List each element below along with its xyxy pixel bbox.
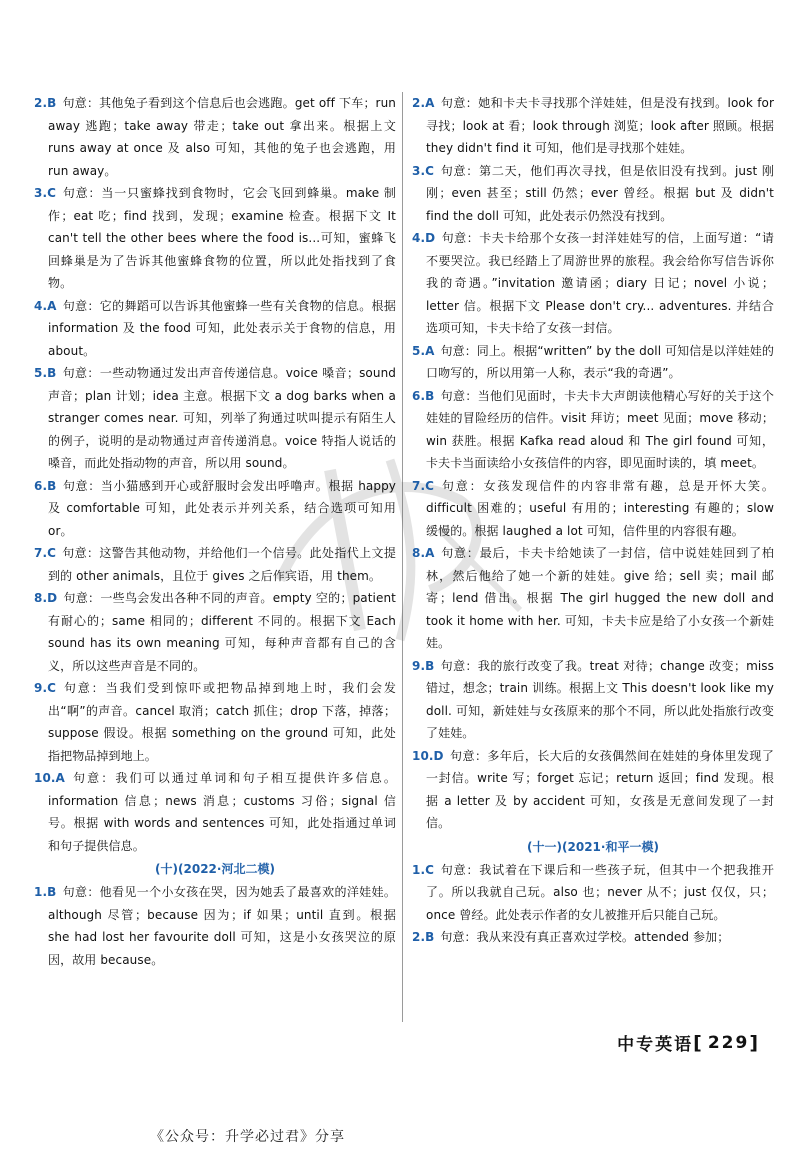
- answer-number: 3.C: [34, 186, 57, 200]
- answer-item: [34, 362, 396, 475]
- answer-number: 10.A: [34, 771, 65, 785]
- answer-number: 5.B: [34, 366, 57, 380]
- answer-item: [412, 227, 774, 340]
- answer-item: [34, 92, 396, 182]
- section-heading-10: (十)(2022·河北二模): [155, 862, 275, 876]
- page-number: 229: [707, 1032, 750, 1053]
- answer-explanation: 句意：我的旅行改变了我。treat 对待；change 改变；miss 错过，想念；train 训练。根据上文 This doesn't look like my doll. 可知，新娃娃与女孩原来的那个不同，所以此处指旅行改变了娃娃。: [426, 658, 774, 740]
- share-credit: 《公众号：升学必过君》分享: [150, 1129, 345, 1145]
- answer-explanation: 句意：第二天，他们再次寻找，但是依旧没有找到。just 刚刚；even 甚至；still 仍然；ever 曾经。根据 but 及 didn't find the doll 可知，此处表示仍然没有找到。: [426, 163, 774, 223]
- answer-number: 2.B: [34, 96, 57, 110]
- answer-explanation: 句意：当一只蜜蜂找到食物时，它会飞回到蜂巢。make 制作；eat 吃；find 找到，发现；examine 检查。根据下文 It can't tell the other bees where the food is...可知，蜜蜂飞回蜂巢是为了告诉其他蜜蜂食物的位置，所以此处指找到了食物。: [48, 186, 396, 290]
- answer-number: 4.A: [34, 298, 57, 313]
- left-column: [34, 92, 396, 971]
- answer-item: [34, 767, 396, 857]
- answer-explanation: 句意：女孩发现信件的内容非常有趣，总是开怀大笑。difficult 困难的；useful 有用的；interesting 有趣的；slow 缓慢的。根据 laughed a lot 可知，信件里的内容很有趣。: [426, 478, 774, 538]
- answer-number: 8.D: [34, 591, 58, 605]
- right-column: [412, 92, 774, 949]
- answer-number: 8.A: [412, 546, 435, 560]
- left-answer-list: [34, 92, 396, 857]
- answer-number: 3.C: [412, 163, 435, 178]
- answer-explanation: 句意：卡夫卡给那个女孩一封洋娃娃写的信，上面写道：“请不要哭泣。我已经踏上了周游世界的旅程。我会给你写信告诉你我的奇遇。”invitation 邀请函；diary 日记；novel 小说；letter 信。根据下文 Please don't cry... adventures. 并结合选项可知，卡夫卡给了女孩一封信。: [426, 231, 774, 335]
- answer-item: [412, 385, 774, 475]
- page-number-bracket-open: [: [693, 1031, 704, 1054]
- answer-number: 5.A: [412, 343, 435, 358]
- answer-explanation: 句意：一些鸟会发出各种不同的声音。empty 空的；patient 有耐心的；same 相同的；different 不同的。根据下文 Each sound has its own meaning 可知，每种声音都有自己的含义，所以这些声音是不同的。: [48, 591, 396, 673]
- answer-item: [412, 926, 774, 949]
- footer-brand: [617, 1030, 760, 1055]
- answer-item: [412, 92, 774, 160]
- page-number-bracket-close: ]: [749, 1031, 760, 1054]
- brand-title: 中专英语: [617, 1035, 694, 1055]
- answer-number: 1.C: [412, 862, 435, 877]
- answer-item: [34, 475, 396, 543]
- answer-explanation: 句意：同上。根据“written” by the doll 可知信是以洋娃娃的口吻写的，所以用第一人称，表示“我的奇遇”。: [426, 343, 774, 380]
- right-answer-list: [412, 92, 774, 835]
- answer-explanation: 句意：我们可以通过单词和句子相互提供许多信息。information 信息；news 消息；customs 习俗；signal 信号。根据 with words and sentences 可知，此处指通过单词和句子提供信息。: [48, 771, 396, 853]
- answer-item: [34, 542, 396, 587]
- answer-number: 4.D: [412, 231, 436, 245]
- answer-explanation: 句意：我从来没有真正喜欢过学校。attended 参加；: [440, 930, 730, 944]
- section-heading-11: (十一)(2021·和平一模): [527, 839, 659, 854]
- answer-number: 6.B: [34, 478, 57, 493]
- answer-number: 7.C: [34, 546, 57, 560]
- answer-explanation: 句意：她和卡夫卡寻找那个洋娃娃，但是没有找到。look for 寻找；look at 看；look through 浏览；look after 照顾。根据 they didn't find it 可知，他们是寻找那个娃娃。: [426, 96, 774, 155]
- answer-explanation: 句意：这警告其他动物，并给他们一个信号。此处指代上文提到的 other animals，且位于 gives 之后作宾语，用 them。: [48, 546, 396, 583]
- answer-explanation: 句意：一些动物通过发出声音传递信息。voice 嗓音；sound 声音；plan 计划；idea 主意。根据下文 a dog barks when a stranger comes near. 可知，列举了狗通过吠叫提示有陌生人的例子，说明的是动物通过声音传递消息。voice 特指人说话的嗓音，而此处指动物的声音，所以用 sound。: [48, 366, 396, 470]
- answer-number: 7.C: [412, 478, 435, 493]
- section-10-answer-list: [34, 881, 396, 971]
- answer-explanation: 句意：其他兔子看到这个信息后也会逃跑。get off 下车；run away 逃跑；take away 带走；take out 拿出来。根据上文 runs away at once 及 also 可知，其他的兔子也会逃跑，用 run away。: [48, 96, 396, 178]
- answer-item: [412, 542, 774, 655]
- answer-item: [412, 745, 774, 835]
- answer-number: 9.B: [412, 658, 435, 673]
- answer-item: [412, 160, 774, 228]
- answer-explanation: 句意：我试着在下课后和一些孩子玩，但其中一个把我推开了。所以我就自己玩。also 也；never 从不；just 仅仅，只；once 曾经。此处表示作者的女儿被推开后只能自己玩。: [426, 862, 774, 922]
- answer-explanation: 句意：多年后，长大后的女孩偶然间在娃娃的身体里发现了一封信。write 写；forget 忘记；return 返回；find 发现。根据 a letter 及 by accident 可知，女孩是无意间发现了一封信。: [426, 748, 774, 830]
- answer-number: 10.D: [412, 748, 444, 763]
- answer-item: [412, 655, 774, 745]
- answer-item: [412, 475, 774, 543]
- answer-number: 6.B: [412, 388, 435, 403]
- answer-number: 9.C: [34, 681, 57, 695]
- answer-number: 2.B: [412, 930, 435, 944]
- answer-item: [34, 587, 396, 677]
- answer-item: [34, 677, 396, 767]
- answer-explanation: 句意：它的舞蹈可以告诉其他蜜蜂一些有关食物的信息。根据 information 及 the food 可知，此处表示关于食物的信息，用 about。: [48, 298, 396, 358]
- answer-item: [412, 340, 774, 385]
- answer-item: [412, 859, 774, 927]
- answer-number: 1.B: [34, 885, 57, 899]
- answer-item: [34, 881, 396, 971]
- answer-explanation: 句意：当他们见面时，卡夫卡大声朗读他精心写好的关于这个娃娃的冒险经历的信件。visit 拜访；meet 见面；move 移动；win 获胜。根据 Kafka read aloud 和 The girl found 可知，卡夫卡当面读给小女孩信件的内容，即见面时读的，填 meet。: [426, 388, 774, 470]
- section-11-answer-list: [412, 859, 774, 949]
- answer-explanation: 句意：最后，卡夫卡给她读了一封信，信中说娃娃回到了柏林，然后他给了她一个新的娃娃。give 给；sell 卖；mail 邮寄；lend 借出。根据 The girl hugged the new doll and took it home with her. 可知，卡夫卡应是给了小女孩一个新娃娃。: [426, 546, 774, 650]
- answer-explanation: 句意：当小猫感到开心或舒服时会发出呼噜声。根据 happy 及 comfortable 可知，此处表示并列关系，结合选项可知用 or。: [48, 478, 396, 538]
- answer-explanation: 句意：他看见一个小女孩在哭，因为她丢了最喜欢的洋娃娃。although 尽管；because 因为；if 如果；until 直到。根据 she had lost her favourite doll 可知，这是小女孩哭泣的原因，故用 because。: [48, 885, 396, 967]
- answer-number: 2.A: [412, 96, 435, 110]
- column-divider: [402, 92, 403, 1022]
- answer-explanation: 句意：当我们受到惊吓或把物品掉到地上时，我们会发出“啊”的声音。cancel 取消；catch 抓住；drop 下落，掉落；suppose 假设。根据 something on the ground 可知，此处指把物品掉到地上。: [48, 681, 396, 763]
- answer-item: [34, 295, 396, 363]
- answer-item: [34, 182, 396, 295]
